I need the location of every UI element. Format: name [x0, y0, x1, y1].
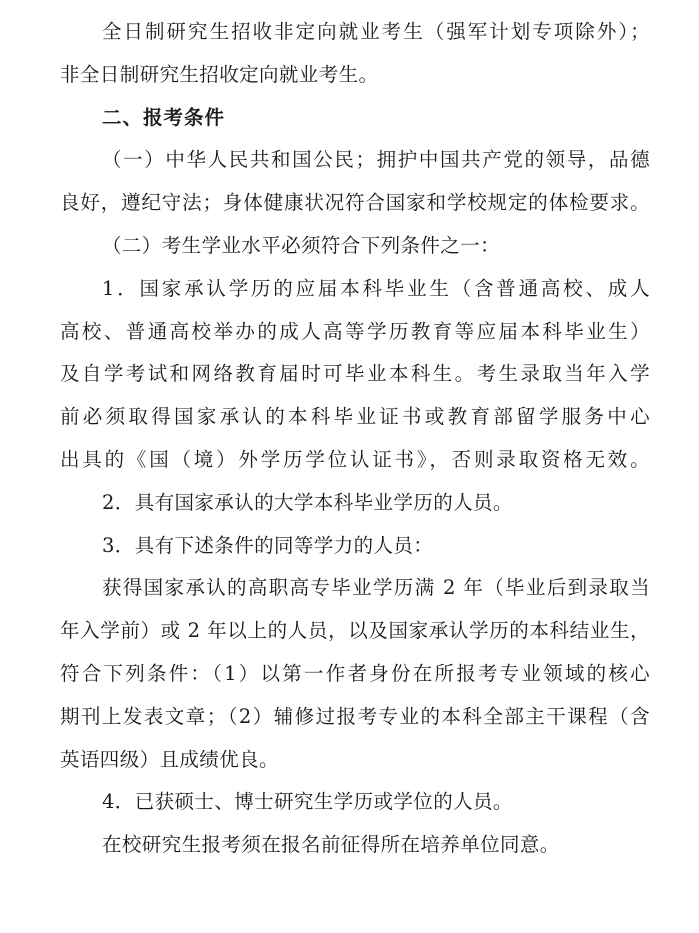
list-item-line: 前必须取得国家承认的本科毕业证书或教育部留学服务中心 [60, 405, 650, 428]
section-heading: 二、报考条件 [102, 106, 226, 129]
paragraph-line: 在校研究生报考须在报名前征得所在培养单位同意。 [102, 833, 560, 856]
list-item-line: 3．具有下述条件的同等学力的人员： [102, 534, 434, 557]
list-item-line: 2．具有国家承认的大学本科毕业学历的人员。 [102, 491, 513, 514]
paragraph-line: 符合下列条件：（1）以第一作者身份在所报考专业领域的核心 [60, 662, 650, 685]
paragraph-line: 获得国家承认的高职高专毕业学历满 2 年（毕业后到录取当 [102, 576, 650, 599]
list-item-line: 及自学考试和网络教育届时可毕业本科生。考生录取当年入学 [60, 362, 650, 385]
paragraph-line: 英语四级）且成绩优良。 [60, 748, 279, 771]
paragraph-line: （二）考生学业水平必须符合下列条件之一： [102, 234, 501, 257]
list-item-line: 1．国家承认学历的应届本科毕业生（含普通高校、成人 [102, 277, 650, 300]
paragraph-line: 非全日制研究生招收定向就业考生。 [60, 63, 379, 86]
paragraph-line: 年入学前）或 2 年以上的人员，以及国家承认学历的本科结业生， [60, 619, 650, 642]
list-item-line: 出具的《国（境）外学历学位认证书》，否则录取资格无效。 [60, 448, 650, 471]
list-item-line: 4．已获硕士、博士研究生学历或学位的人员。 [102, 790, 513, 813]
paragraph-line: 期刊上发表文章；（2）辅修过报考专业的本科全部主干课程（含 [60, 705, 650, 728]
paragraph-line: 良好，遵纪守法；身体健康状况符合国家和学校规定的体检要求。 [60, 191, 650, 214]
paragraph-line: 全日制研究生招收非定向就业考生（强军计划专项除外）； [102, 20, 650, 43]
list-item-line: 高校、普通高校举办的成人高等学历教育等应届本科毕业生） [60, 320, 650, 343]
paragraph-line: （一）中华人民共和国公民；拥护中国共产党的领导，品德 [102, 148, 650, 171]
